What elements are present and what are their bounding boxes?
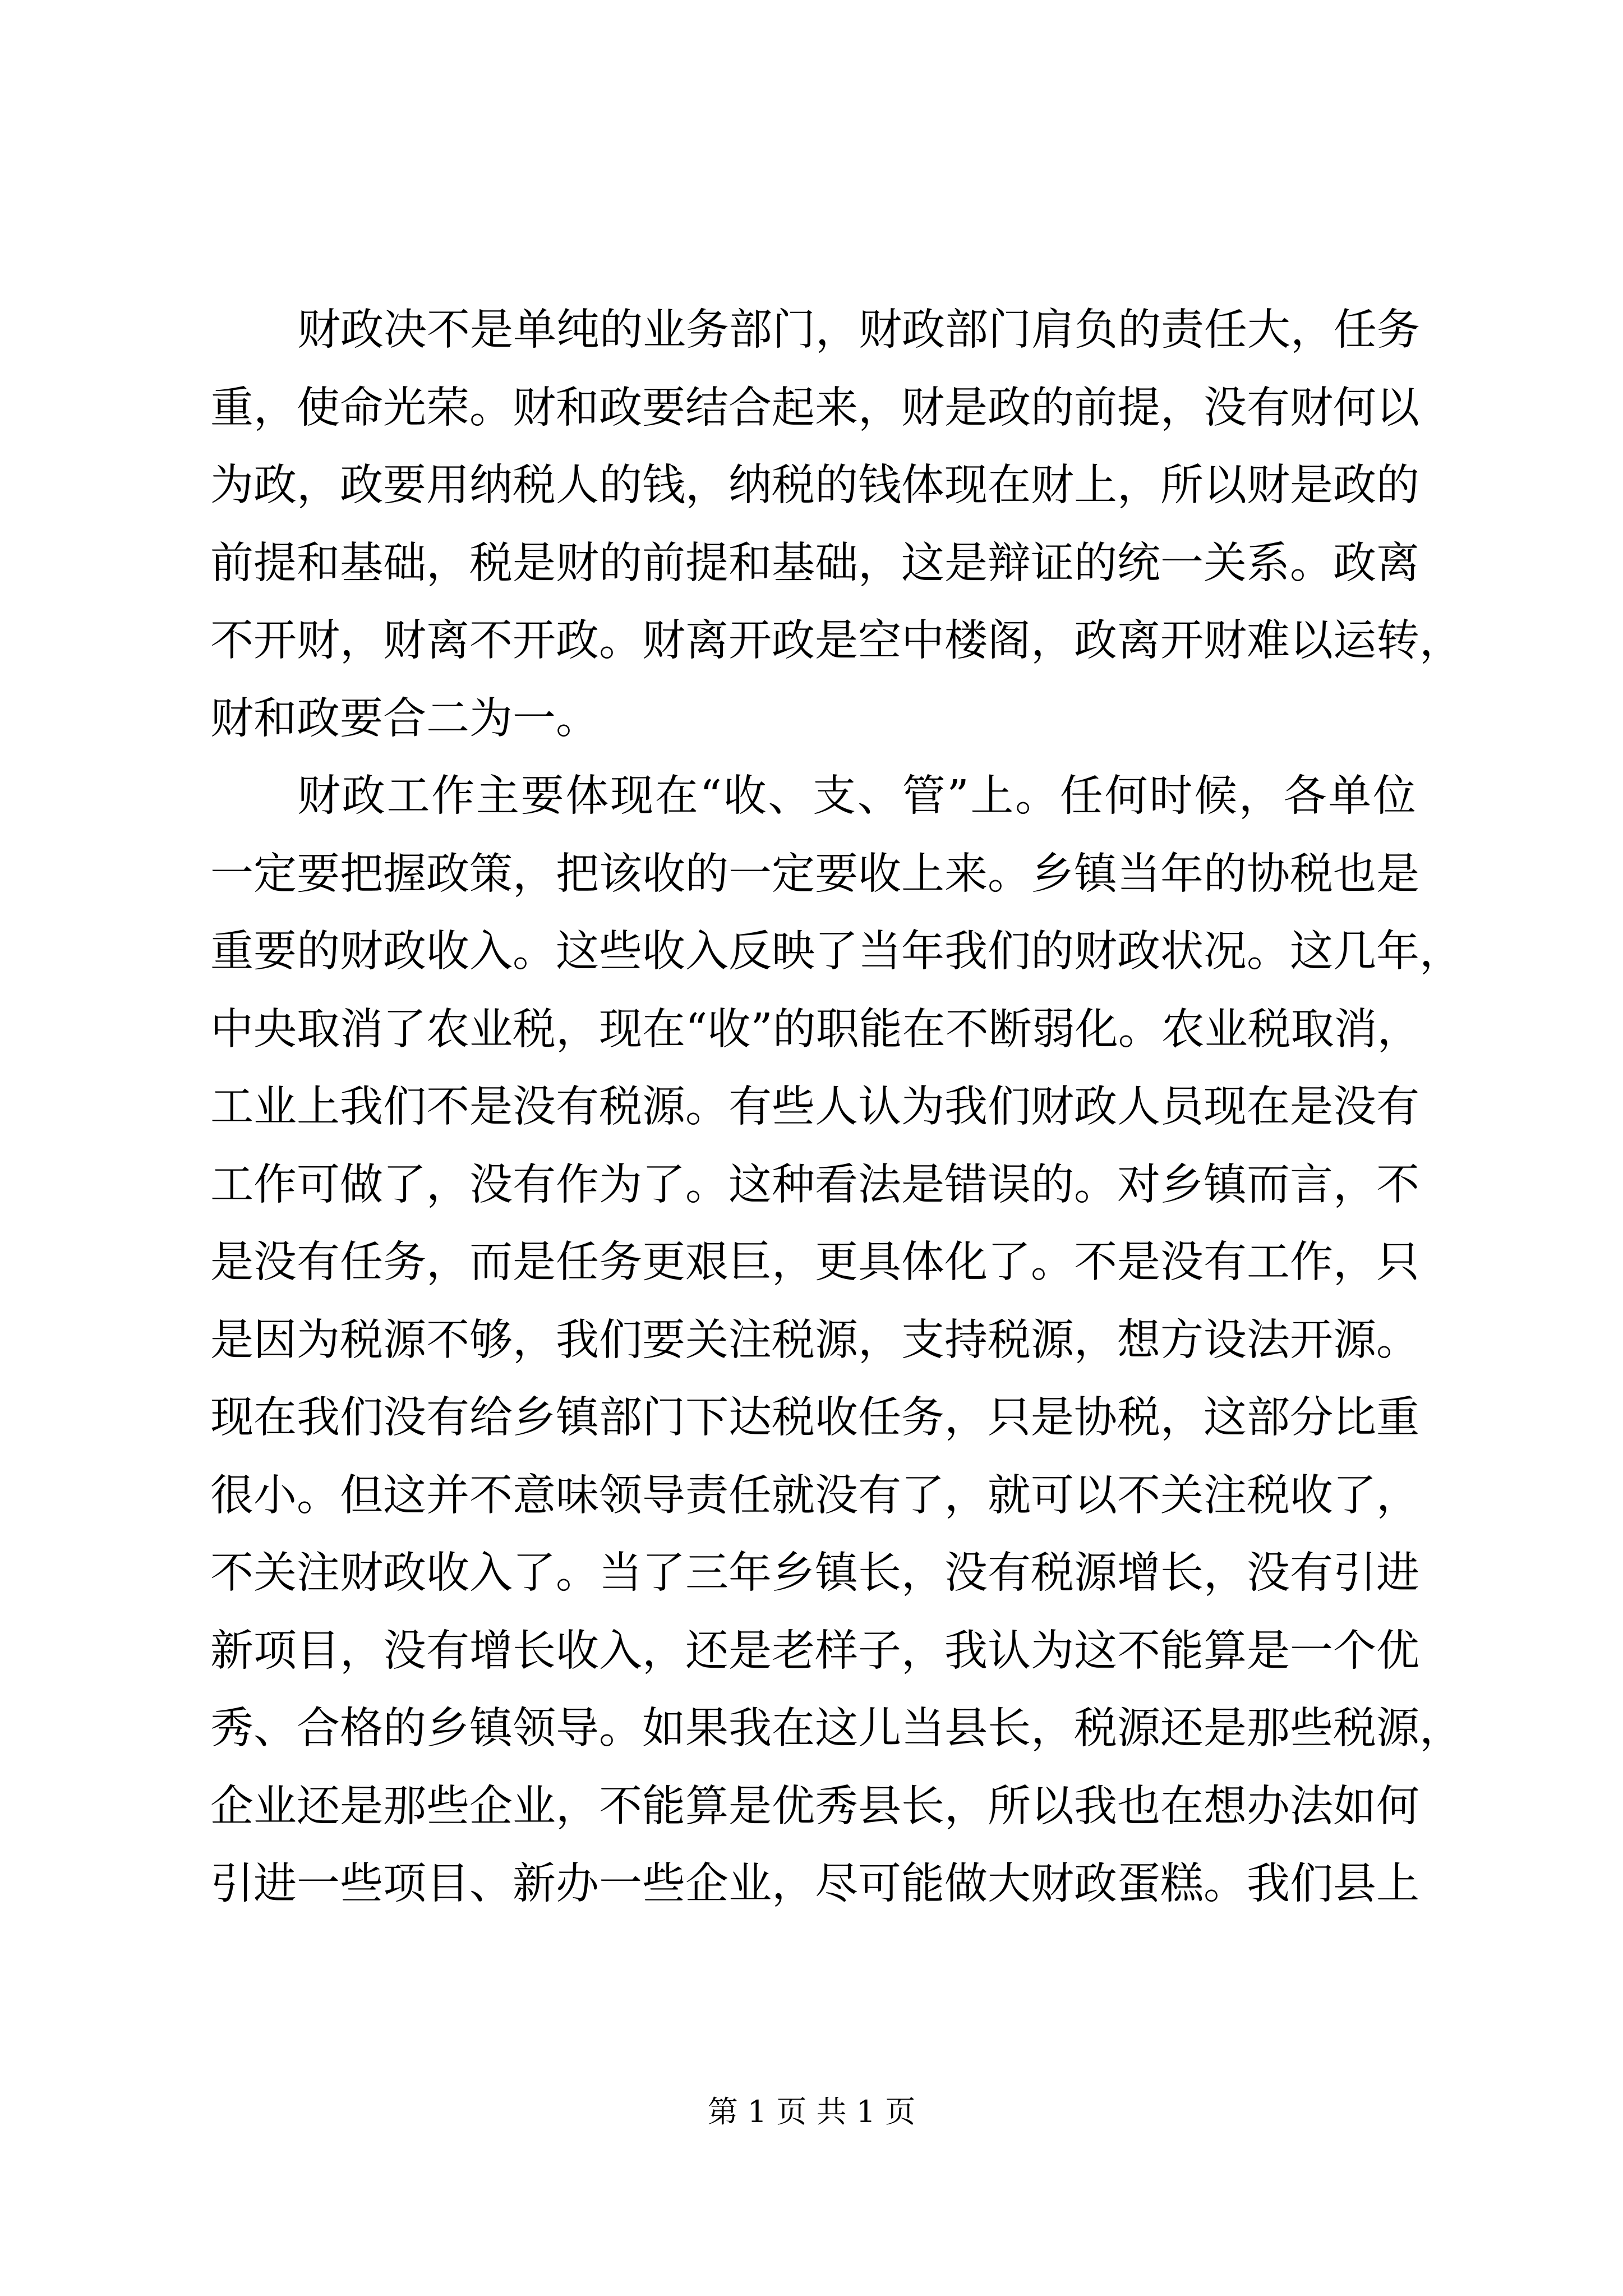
paragraph-2-line-15: 引进一些项目、新办一些企业，尽可能做大财政蛋糕。我们县上 [210, 1859, 1419, 1909]
paragraph-2-line-14: 企业还是那些企业，不能算是优秀县长，所以我也在想办法如何 [210, 1781, 1419, 1832]
paragraph-2-line-10: 很小。但这并不意味领导责任就没有了，就可以不关注税收了， [210, 1470, 1419, 1521]
paragraph-1-line-4: 前提和基础，税是财的前提和基础，这是辩证的统一关系。政离 [210, 538, 1419, 588]
paragraph-2-line-13: 秀、合格的乡镇领导。如果我在这儿当县长，税源还是那些税源， [210, 1704, 1463, 1754]
paragraph-2-line-3: 重要的财政收入。这些收入反映了当年我们的财政状况。这几年， [210, 927, 1463, 977]
paragraph-2-line-6: 工作可做了，没有作为了。这种看法是错误的。对乡镇而言，不 [210, 1159, 1419, 1210]
paragraph-2-line-2: 一定要把握政策，把该收的一定要收上来。乡镇当年的协税也是 [210, 849, 1419, 899]
paragraph-2-line-7: 是没有任务，而是任务更艰巨，更具体化了。不是没有工作，只 [210, 1237, 1419, 1287]
body-text [210, 292, 1463, 1924]
paragraph-2-line-1: 财政工作主要体现在“收、支、管”上。任何时候，各单位 [297, 771, 1416, 821]
paragraph-1-line-2: 重，使命光荣。财和政要结合起来，财是政的前提，没有财何以 [210, 383, 1419, 433]
paragraph-2-line-12: 新项目，没有增长收入，还是老样子，我认为这不能算是一个优 [210, 1626, 1419, 1676]
paragraph-2-line-4: 中央取消了农业税，现在“收”的职能在不断弱化。农业税取消， [210, 1004, 1421, 1055]
paragraph-1-line-6: 财和政要合二为一。 [210, 693, 599, 744]
paragraph-1-line-3: 为政，政要用纳税人的钱，纳税的钱体现在财上，所以财是政的 [210, 461, 1419, 510]
paragraph-2-line-9: 现在我们没有给乡镇部门下达税收任务，只是协税，这部分比重 [210, 1393, 1419, 1443]
paragraph-1-line-5: 不开财，财离不开政。财离开政是空中楼阁，政离开财难以运转， [210, 616, 1463, 666]
page-footer: 第 1 页 共 1 页 [707, 2094, 916, 2129]
paragraph-2-line-8: 是因为税源不够，我们要关注税源，支持税源，想方设法开源。 [210, 1315, 1419, 1365]
paragraph-2-line-5: 工业上我们不是没有税源。有些人认为我们财政人员现在是没有 [210, 1082, 1419, 1132]
paragraph-1-line-1: 财政决不是单纯的业务部门，财政部门肩负的责任大，任务 [297, 305, 1420, 355]
paragraph-2-line-11: 不关注财政收入了。当了三年乡镇长，没有税源增长，没有引进 [210, 1548, 1419, 1598]
